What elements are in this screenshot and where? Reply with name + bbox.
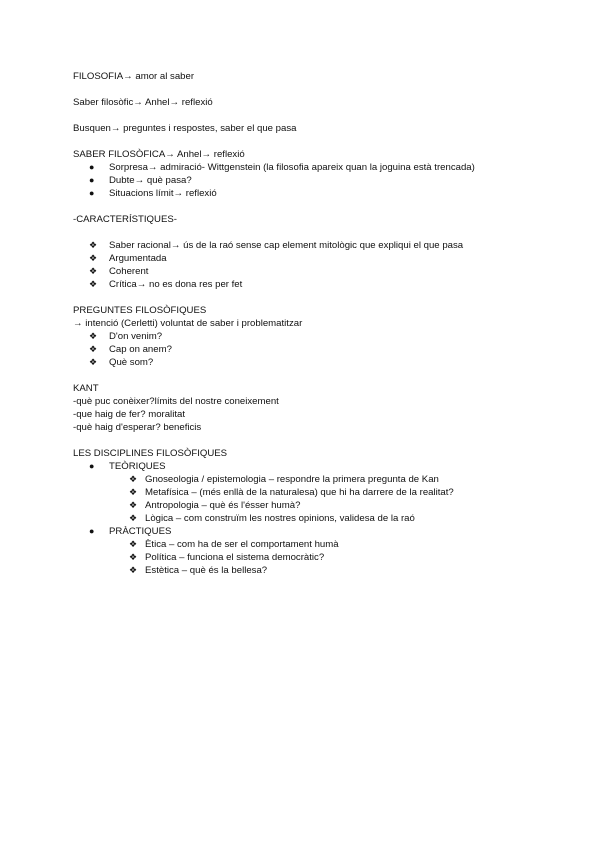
preguntes-list	[73, 330, 573, 369]
caracteristiques-list	[73, 239, 573, 291]
list-item: ● Sorpresa→ admiració- Wittgenstein (la filosofia apareix quan la joguina està trencada)	[89, 162, 475, 173]
list-item: ❖ Crítica→ no es dona res per fet	[89, 279, 243, 290]
bullet-icon: ●	[89, 162, 95, 172]
heading-kant: KANT	[73, 383, 99, 394]
kant-line: -que haig de fer? moralitat	[73, 409, 185, 420]
list-item-practiques: ● PRÀCTIQUES	[89, 526, 172, 537]
list-item: ❖ Lògica – com construïm les nostres opinions, validesa de la raó	[129, 513, 415, 524]
list-item: ❖ Ètica – com ha de ser el comportament humà	[129, 539, 339, 550]
list-item: ● Dubte→ què pasa?	[89, 175, 192, 186]
diamond-icon: ❖	[129, 539, 138, 549]
list-item: ❖ Cap on anem?	[89, 344, 172, 355]
list-item: ❖ Coherent	[89, 266, 149, 277]
heading-caracteristiques: -CARACTERÍSTIQUES-	[73, 214, 177, 225]
diamond-icon: ❖	[129, 487, 138, 497]
disciplines-list	[73, 460, 573, 473]
diamond-icon: ❖	[89, 266, 98, 276]
diamond-icon: ❖	[129, 500, 138, 510]
list-item: ❖ Què som?	[89, 357, 154, 368]
list-item: ● Situacions límit→ reflexió	[89, 188, 217, 199]
disciplines-list-2	[73, 525, 573, 538]
list-item: ❖ Estètica – què és la bellesa?	[129, 565, 268, 576]
list-item: ❖ D'on venim?	[89, 331, 163, 342]
document-body	[73, 70, 573, 577]
list-item: ❖ Saber racional→ ús de la raó sense cap element mitològic que expliqui el que pasa	[89, 240, 464, 251]
heading-saber-filosofica: SABER FILOSÒFICA→ Anhel→ reflexió	[73, 149, 245, 160]
diamond-icon: ❖	[89, 344, 98, 354]
bullet-icon: ●	[89, 175, 95, 185]
diamond-icon: ❖	[89, 240, 98, 250]
bullet-icon: ●	[89, 461, 95, 471]
kant-line: -què haig d'esperar? beneficis	[73, 422, 202, 433]
line-filosofia: FILOSOFIA→ amor al saber	[73, 71, 195, 82]
list-item-teoriques: ● TEÒRIQUES	[89, 461, 166, 472]
diamond-icon: ❖	[129, 474, 138, 484]
diamond-icon: ❖	[129, 565, 138, 575]
bullet-icon: ●	[89, 188, 95, 198]
list-item: ❖ Política – funciona el sistema democràtic?	[129, 552, 325, 563]
kant-line: -què puc conèixer?límits del nostre coneixement	[73, 396, 279, 407]
teoriques-list	[73, 473, 573, 525]
saber-list	[73, 161, 573, 200]
preguntes-intro: → intenció (Cerletti) voluntat de saber i problematitzar	[73, 318, 303, 329]
diamond-icon: ❖	[89, 279, 98, 289]
diamond-icon: ❖	[89, 331, 98, 341]
list-item: ❖ Antropologia – què és l'ésser humà?	[129, 500, 301, 511]
diamond-icon: ❖	[129, 513, 138, 523]
practiques-list	[73, 538, 573, 577]
line-busquen: Busquen→ preguntes i respostes, saber el que pasa	[73, 123, 297, 134]
diamond-icon: ❖	[89, 357, 98, 367]
diamond-icon: ❖	[89, 253, 98, 263]
bullet-icon: ●	[89, 526, 95, 536]
heading-disciplines: LES DISCIPLINES FILOSÒFIQUES	[73, 448, 228, 459]
heading-preguntes: PREGUNTES FILOSÒFIQUES	[73, 305, 207, 316]
list-item: ❖ Argumentada	[89, 253, 167, 264]
list-item: ❖ Metafísica – (més enllà de la naturalesa) que hi ha darrere de la realitat?	[129, 487, 454, 498]
list-item: ❖ Gnoseologia / epistemologia – respondre la primera pregunta de Kan	[129, 474, 439, 485]
diamond-icon: ❖	[129, 552, 138, 562]
line-saber-filosofic: Saber filosòfic→ Anhel→ reflexió	[73, 97, 213, 108]
